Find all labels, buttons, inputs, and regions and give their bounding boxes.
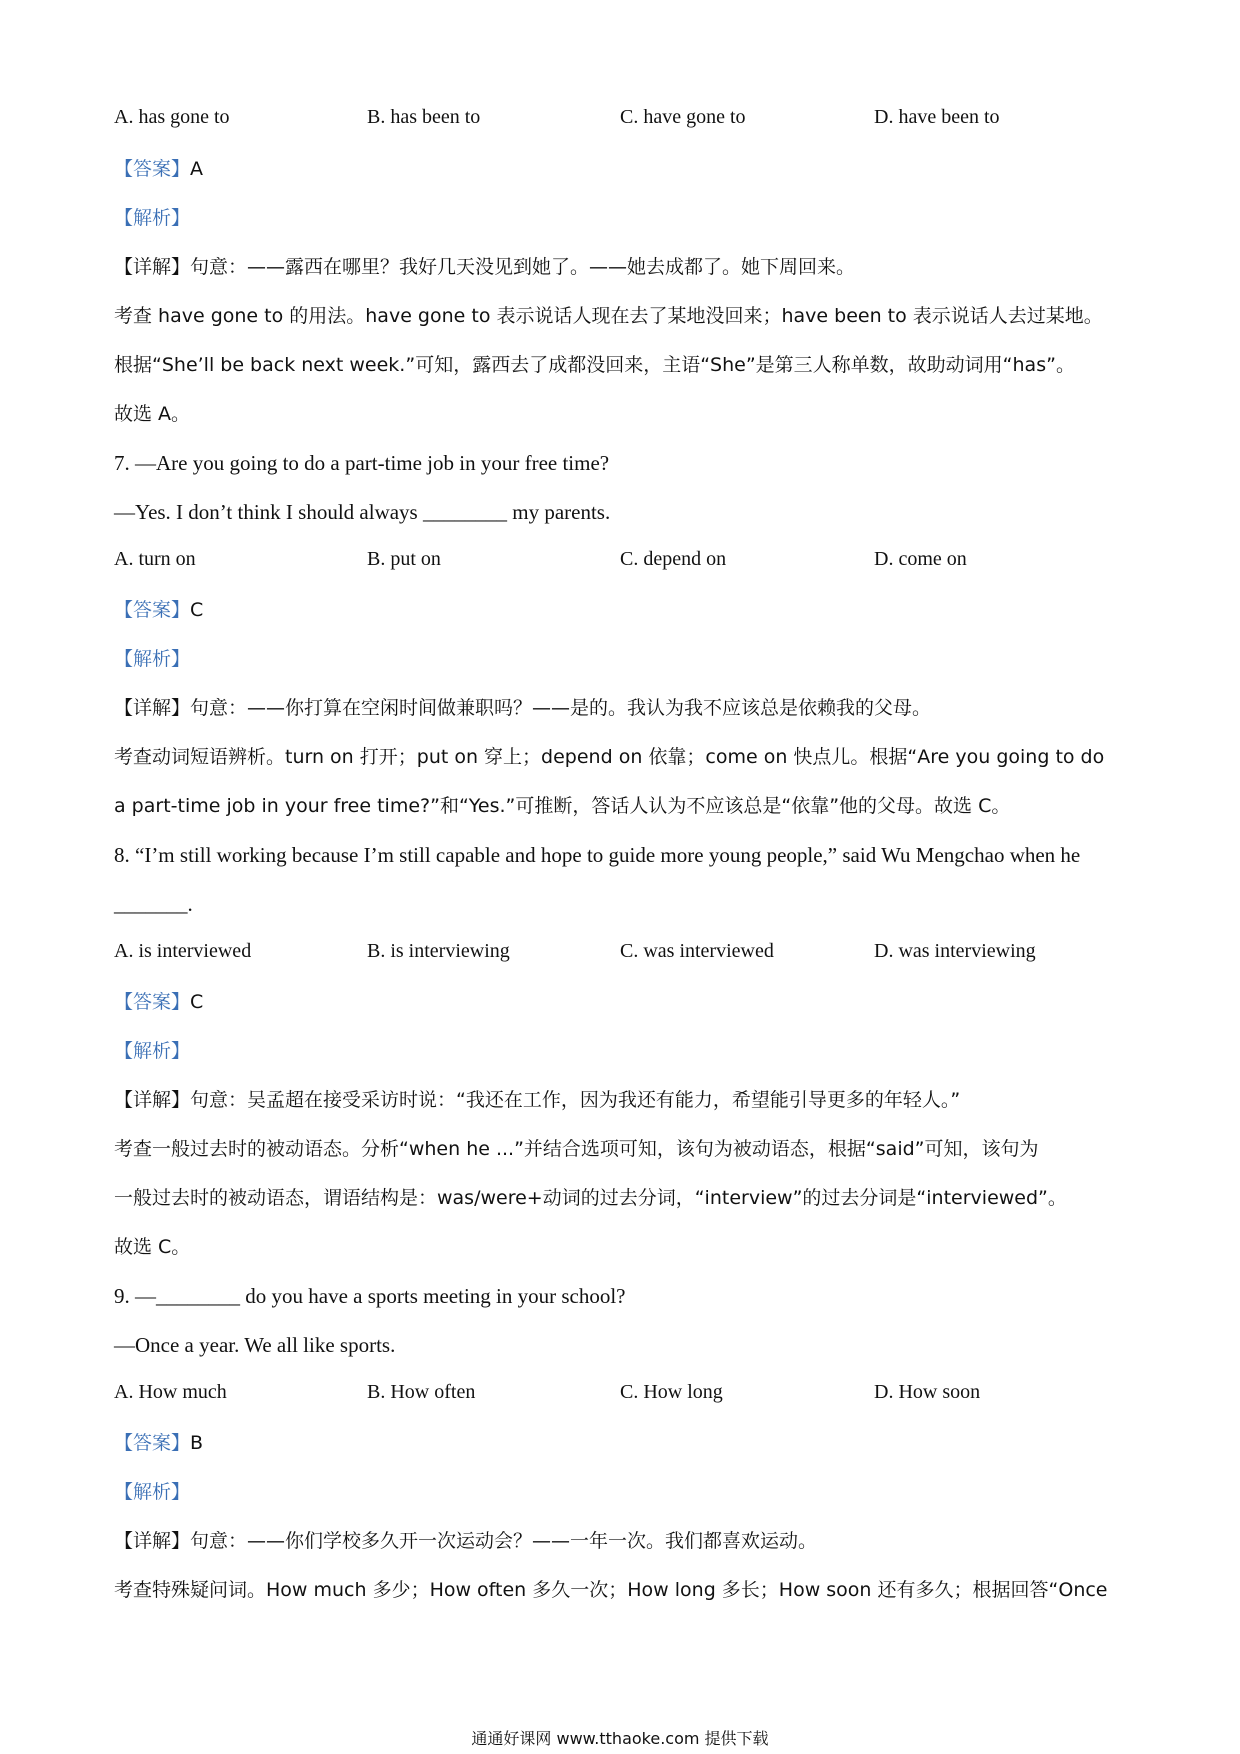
q6-detail-line: 故选 A。 [114, 403, 191, 425]
answer-value: C [190, 599, 204, 621]
q9-detail-line: 考查特殊疑问词。How much 多少；How often 多久一次；How long 多长；How soon 还有多久；根据回答“Once [114, 1579, 1108, 1601]
q7-option-d: D. come on [874, 548, 967, 570]
q8-stem-line: _______. [114, 892, 193, 916]
q6-detail-line: 【详解】句意：——露西在哪里？我好几天没见到她了。——她去成都了。她下周回来。 [114, 256, 856, 278]
q9-option-c: C. How long [620, 1381, 723, 1403]
q7-option-c: C. depend on [620, 548, 727, 570]
q8-detail-line: 故选 C。 [114, 1236, 191, 1258]
answer-tag: 【答案】 [114, 1432, 191, 1454]
q8-detail-line: 【详解】句意：吴孟超在接受采访时说：“我还在工作，因为我还有能力，希望能引导更多的年轻人。” [114, 1089, 961, 1111]
answer-value: C [190, 991, 204, 1013]
q8-stem-line: 8. “I’m still working because I’m still capable and hope to guide more young people,” said Wu Mengchao when he [114, 843, 1081, 867]
q7-stem-line: 7. —Are you going to do a part-time job in your free time? [114, 451, 610, 475]
q8-option-b: B. is interviewing [367, 940, 510, 962]
q7-analysis-tag: 【解析】 [114, 648, 191, 670]
q6-option-d: D. have been to [874, 106, 1000, 128]
q9-option-a: A. How much [114, 1381, 227, 1403]
q6-detail-line: 考查 have gone to 的用法。have gone to 表示说话人现在去了某地没回来；have been to 表示说话人去过某地。 [114, 305, 1103, 327]
q9-analysis-tag: 【解析】 [114, 1481, 191, 1503]
q6-analysis-tag: 【解析】 [114, 207, 191, 229]
q7-detail-line: 【详解】句意：——你打算在空闲时间做兼职吗？——是的。我认为我不应该总是依赖我的父母。 [114, 697, 932, 719]
answer-value: A [190, 158, 204, 180]
q8-detail-line: 考查一般过去时的被动语态。分析“when he ...”并结合选项可知，该句为被动语态，根据“said”可知，该句为 [114, 1138, 1039, 1160]
answer-tag: 【答案】 [114, 991, 191, 1013]
q8-option-d: D. was interviewing [874, 940, 1036, 962]
q7-option-b: B. put on [367, 548, 441, 570]
q9-option-b: B. How often [367, 1381, 476, 1403]
q7-option-a: A. turn on [114, 548, 196, 570]
q9-answer [114, 1430, 1140, 1456]
q9-options [114, 1381, 1144, 1411]
q7-answer [114, 597, 1140, 623]
q9-option-d: D. How soon [874, 1381, 981, 1403]
answer-tag: 【答案】 [114, 158, 191, 180]
q6-answer [114, 156, 1140, 182]
q9-detail-line: 【详解】句意：——你们学校多久开一次运动会？——一年一次。我们都喜欢运动。 [114, 1530, 818, 1552]
q6-option-b: B. has been to [367, 106, 481, 128]
q9-stem-line: —Once a year. We all like sports. [114, 1333, 396, 1357]
q6-option-c: C. have gone to [620, 106, 746, 128]
q8-options [114, 940, 1144, 970]
q6-options [114, 106, 1144, 136]
q8-option-a: A. is interviewed [114, 940, 252, 962]
q7-options [114, 548, 1144, 578]
q8-option-c: C. was interviewed [620, 940, 774, 962]
q7-stem-line: —Yes. I don’t think I should always ________ my parents. [114, 500, 611, 524]
q9-stem-line: 9. —________ do you have a sports meeting in your school? [114, 1284, 626, 1308]
q7-detail-line: 考查动词短语辨析。turn on 打开；put on 穿上；depend on 依靠；come on 快点儿。根据“Are you going to do [114, 746, 1105, 768]
q8-analysis-tag: 【解析】 [114, 1040, 191, 1062]
answer-tag: 【答案】 [114, 599, 191, 621]
q7-detail-line: a part-time job in your free time?”和“Yes.”可推断，答话人认为不应该总是“依靠”他的父母。故选 C。 [114, 795, 1011, 817]
q6-option-a: A. has gone to [114, 106, 230, 128]
q8-answer [114, 989, 1140, 1015]
page-footer: 通通好课网 www.tthaoke.com 提供下载 [471, 1729, 769, 1748]
answer-value: B [190, 1432, 204, 1454]
q6-detail-line: 根据“She’ll be back next week.”可知，露西去了成都没回来，主语“She”是第三人称单数，故助动词用“has”。 [114, 354, 1075, 376]
q8-detail-line: 一般过去时的被动语态，谓语结构是：was/were+动词的过去分词，“interview”的过去分词是“interviewed”。 [114, 1187, 1067, 1209]
